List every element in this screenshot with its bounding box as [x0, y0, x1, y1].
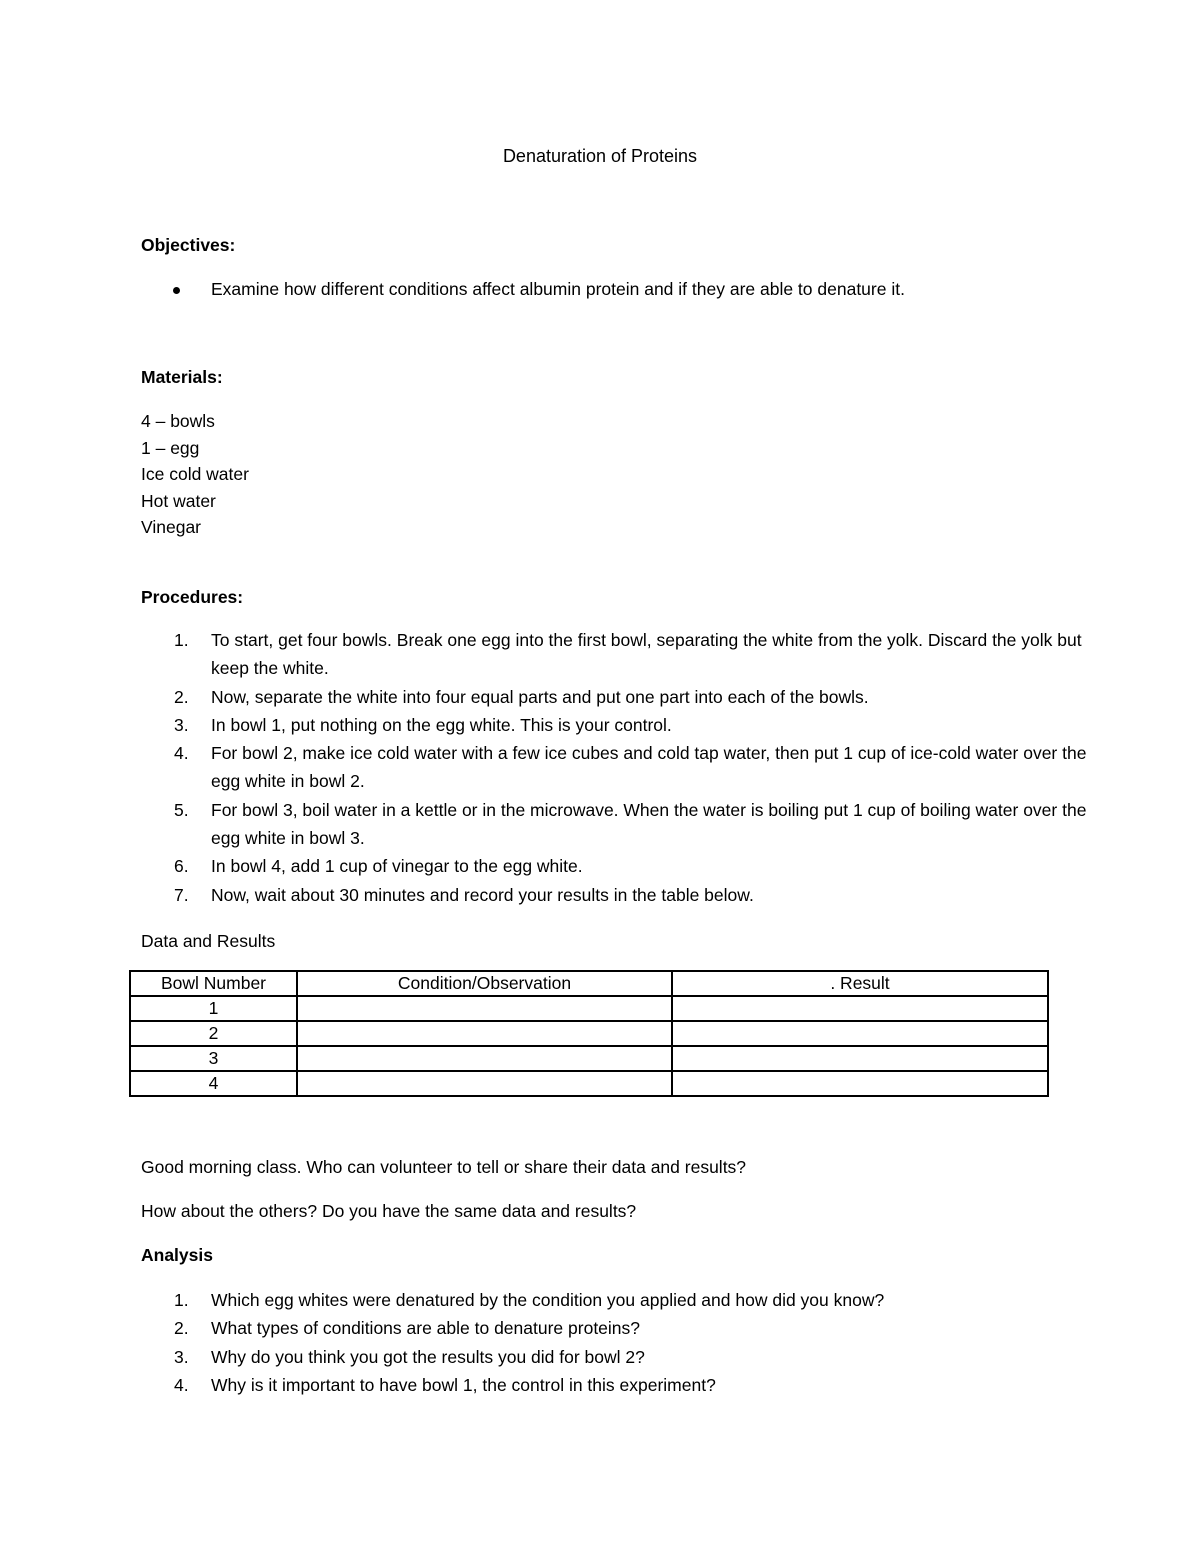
bowl-number-cell: 3	[130, 1046, 297, 1071]
step-number: 6.	[174, 856, 189, 877]
materials-list	[141, 408, 249, 541]
step-text: Now, separate the white into four equal parts and put one part into each of the bowls.	[211, 686, 869, 707]
analysis-heading: Analysis	[141, 1245, 213, 1265]
result-cell[interactable]	[672, 1071, 1048, 1096]
table-row	[130, 996, 1048, 1021]
page-title: Denaturation of Proteins	[502, 146, 698, 166]
procedures-heading: Procedures:	[141, 587, 244, 607]
table-row	[130, 1046, 1048, 1071]
procedure-step	[141, 852, 1101, 880]
column-header: . Result	[672, 971, 1048, 996]
question-number: 2.	[174, 1318, 189, 1339]
question-number: 4.	[174, 1374, 189, 1395]
question-text: Why do you think you got the results you did for bowl 2?	[211, 1346, 645, 1367]
analysis-question	[141, 1371, 1101, 1399]
observation-cell[interactable]	[297, 1046, 672, 1071]
material-item: Hot water	[141, 490, 216, 511]
analysis-question	[141, 1314, 1101, 1342]
step-text: Now, wait about 30 minutes and record your results in the table below.	[211, 884, 754, 905]
question-text: Which egg whites were denatured by the condition you applied and how did you know?	[211, 1290, 885, 1310]
procedure-step	[141, 739, 1101, 796]
question-number: 3.	[174, 1346, 189, 1367]
column-header: Bowl Number	[130, 971, 297, 996]
step-text: For bowl 3, boil water in a kettle or in the microwave. When the water is boiling put 1 cup of boiling water over the egg white in bowl 3.	[211, 799, 1087, 849]
bowl-number-cell: 4	[130, 1071, 297, 1096]
table-row	[130, 1071, 1048, 1096]
step-text: In bowl 4, add 1 cup of vinegar to the egg white.	[211, 856, 583, 877]
data-results-heading: Data and Results	[141, 931, 276, 951]
materials-heading: Materials:	[141, 367, 223, 387]
bullet-icon	[173, 287, 180, 294]
results-table	[129, 970, 1049, 1097]
objective-text: Examine how different conditions affect albumin protein and if they are able to denature it.	[211, 279, 905, 299]
observation-cell[interactable]	[297, 1021, 672, 1046]
procedures-list	[141, 626, 1101, 909]
procedure-step	[141, 881, 1101, 909]
material-item: Vinegar	[141, 517, 202, 537]
procedure-step	[141, 626, 1101, 683]
procedure-step	[141, 711, 1101, 739]
bowl-number-cell: 2	[130, 1021, 297, 1046]
step-number: 4.	[174, 743, 189, 764]
material-item: 1 – egg	[141, 437, 200, 458]
step-text: To start, get four bowls. Break one egg into the first bowl, separating the white from the yolk. Discard the yolk but keep the white.	[211, 630, 1082, 679]
table-row	[130, 1021, 1048, 1046]
material-item: Ice cold water	[141, 464, 249, 484]
question-text: What types of conditions are able to denature proteins?	[211, 1318, 641, 1339]
procedure-step	[141, 796, 1101, 853]
result-cell[interactable]	[672, 1046, 1048, 1071]
observation-cell[interactable]	[297, 996, 672, 1021]
analysis-question	[141, 1286, 1101, 1314]
observation-cell[interactable]	[297, 1071, 672, 1096]
column-header: Condition/Observation	[297, 971, 672, 996]
step-text: For bowl 2, make ice cold water with a few ice cubes and cold tap water, then put 1 cup of ice-cold water over the egg white in bowl 2.	[211, 743, 1087, 792]
step-number: 1.	[174, 630, 189, 650]
step-number: 3.	[174, 714, 189, 735]
analysis-list	[141, 1286, 1101, 1399]
question-text: Why is it important to have bowl 1, the control in this experiment?	[211, 1374, 716, 1395]
discussion-line-1: Good morning class. Who can volunteer to tell or share their data and results?	[141, 1157, 747, 1177]
step-number: 5.	[174, 799, 189, 820]
step-number: 2.	[174, 686, 189, 707]
step-text: In bowl 1, put nothing on the egg white. This is your control.	[211, 714, 672, 735]
question-number: 1.	[174, 1290, 189, 1310]
step-number: 7.	[174, 884, 189, 905]
procedure-step	[141, 683, 1101, 711]
bowl-number-cell: 1	[130, 996, 297, 1021]
discussion-line-2: How about the others? Do you have the same data and results?	[141, 1201, 637, 1221]
table-header-row	[130, 971, 1048, 996]
result-cell[interactable]	[672, 1021, 1048, 1046]
material-item: 4 – bowls	[141, 411, 215, 431]
analysis-question	[141, 1343, 1101, 1371]
result-cell[interactable]	[672, 996, 1048, 1021]
objectives-heading: Objectives:	[141, 235, 236, 255]
